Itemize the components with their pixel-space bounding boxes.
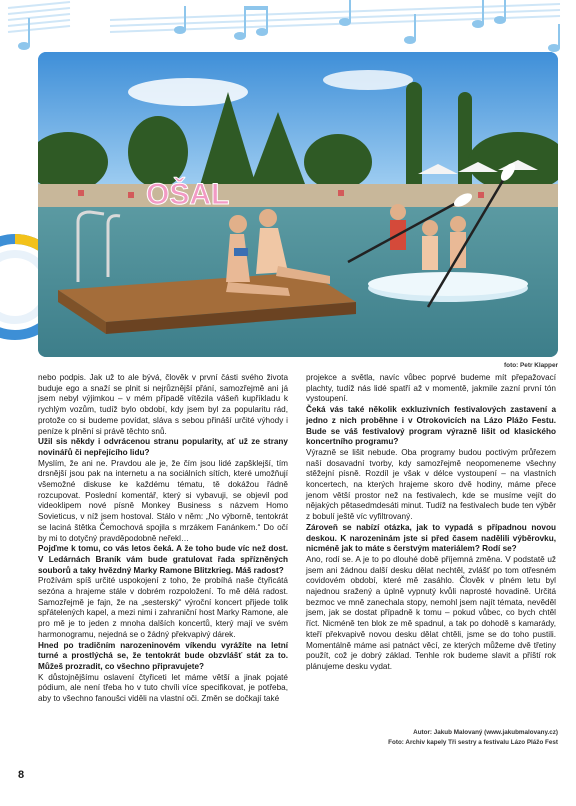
festival-photo [38,52,558,357]
interview-question: Hned po tradičním narozeninovém víkendu vyrážíte na letní turné a prostlýchá se, že tentokrát bude obzvlášť stát za to. Můžeš prozradit, co všechno připravujete? [38,640,288,671]
interview-question: Čeká vás také několik exkluzivních festivalových zastavení a jedno z nich proběhne i v Otrokovicích na Lázo Plážo Festu. Bude se váš festivalový program výrazně lišit od klasického koncertního programu? [306,405,556,447]
photo-credit: foto: Petr Klapper [504,362,558,369]
interview-paragraph: projekce a světla, navíc vůbec poprvé budeme mít přepažovací plachty, tudíž nás lidé spatří až v momentě, jakmile zazní první tón vystoupení. [306,373,556,404]
interview-question: Pojďme k tomu, co vás letos čeká. A že toho bude víc než dost. V Ledárnách Braník vám bude gratulovat řada spřízněných souborů a taky hvězdný Marky Ramone Blitzkrieg. Máš radost? [38,544,288,575]
interview-paragraph: Výrazně se lišit nebude. Oba programy budou poctivým průřezem naší dosavadní tvorby, kdy samozřejmě neopomeneme všechny stěžejní písně. Rozdíl je však v délce vystoupení – na vlastních koncertech, na kterých hrajeme skoro dvě hodiny, máme přece jenom větší prostor než na festivalech, kde se musíme vejít do nějakých pětasedmdesáti minut. Tudíž na festivalech bude ten výběr z bobulí ještě víc vyfiltrovaný. [306,447,556,522]
music-notes-icon [0,0,576,60]
photo-source: Foto: Archiv kapely Tři sestry a festivalu Lázo Plážo Fest [388,739,558,746]
sign-text: OŠAL [146,178,230,211]
page-number: 8 [18,769,25,781]
interview-question: Zároveň se nabízí otázka, jak to vypadá s případnou novou deskou. K narozeninám jste si před časem nadělili výběrovku, nicméně jak to máte s čerstvým materiálem? Rodí se? [306,522,556,554]
interview-paragraph: K důstojnějšímu oslavení čtyřiceti let máme větší a jinak pojaté pódium, ale není třeba ho v tuto chvíli více specifikovat, je potřeba, aby to všechno fanoušci viděli na vlastní oči. Změn se dočkají také [38,672,288,704]
interview-question: Užil sis někdy i odvrácenou stranu popularity, ať už ze strany novinářů či nepřejícího lidu? [38,437,288,457]
interview-paragraph: Ano, rodí se. A je to po dlouhé době příjemná změna. V podstatě už jsem ani žádnou další desku dělat nechtěl, zvlášť po tom otřesném covidovém období, které mě zasáhlo. Člověk v plném letu byl najednou sražený a úplně vypnutý kvůli naprosté hovadině. Určitá bezmoc ve mně zanechala stopy, nemohl jsem najít témata, nevěděl jsem, jak se dostat případně k tomu – pokud vůbec, co bych chtěl říct. Nicméně ten blok ze mě spadnul, a tak po dohodě s kamarády, kteří překvapivě novou desku dělat chtěli, jsme se do toho pustili. Momentálně máme asi patnáct věcí, ze kterých můžeme dvě třetiny použít, což je dobrý základ. Tenhle rok budeme slavit a příští rok plánujeme desku vydat. [306,554,556,671]
author-byline: Autor: Jakub Malovaný (www.jakubmalovany.cz) [413,729,558,736]
interview-paragraph: Myslím, že ani ne. Pravdou ale je, že čím jsou lidé zapšklejší, tím drsnější jsou pak na internetu a na sociálních sítích, které umožňují všemožné diskuse ke každému tématu, tě dokážou řádně rozcupovat. Poslední komentář, který si vybavuji, se objevil pod videoklipem nové písně Monkey Business s názvem Homo Sovieticus, v níž jsem hostoval. Stálo v něm: „No výborně, tentokrát se laciná štětka Čemochová spojila s mrzákem Fanánkem.“ Do očí by mi to dotyčný pravděpodobně neřekl… [38,458,288,543]
interview-paragraph: nebo podpis. Jak už to ale bývá, člověk v první části svého života buduje ego a snaží se plnit si nejrůznější přání, samozřejmě ani já jsem nebyl výjimkou – v mém případě vítězila vášeň kupříkladu k rychlým vozům, tudíž bylo období, kdy jsem byl za popularitu rád, protože co si budeme povídat, sláva s sebou přináší určité výhody i peníze k plnění si právě těchto snů. [38,373,288,436]
article-column-right [306,373,556,673]
interview-paragraph: Prožívám spíš určité uspokojení z toho, že probíhá naše čtyřicátá sezóna a hrajeme stále v dobrém rozpoložení. To mě dělá radost. Samozřejmě je fajn, že na „sesterský“ výroční koncert přijede tolik spřátelených kapel, a mezi nimi i zahraniční host Marky Ramone, ale pro mě je to jeden z mnoha dalších koncertů, který mají ve svém harmonogramu, nejedná se o žádný překvapivý dárek. [38,576,288,639]
article-column-left [38,373,288,705]
